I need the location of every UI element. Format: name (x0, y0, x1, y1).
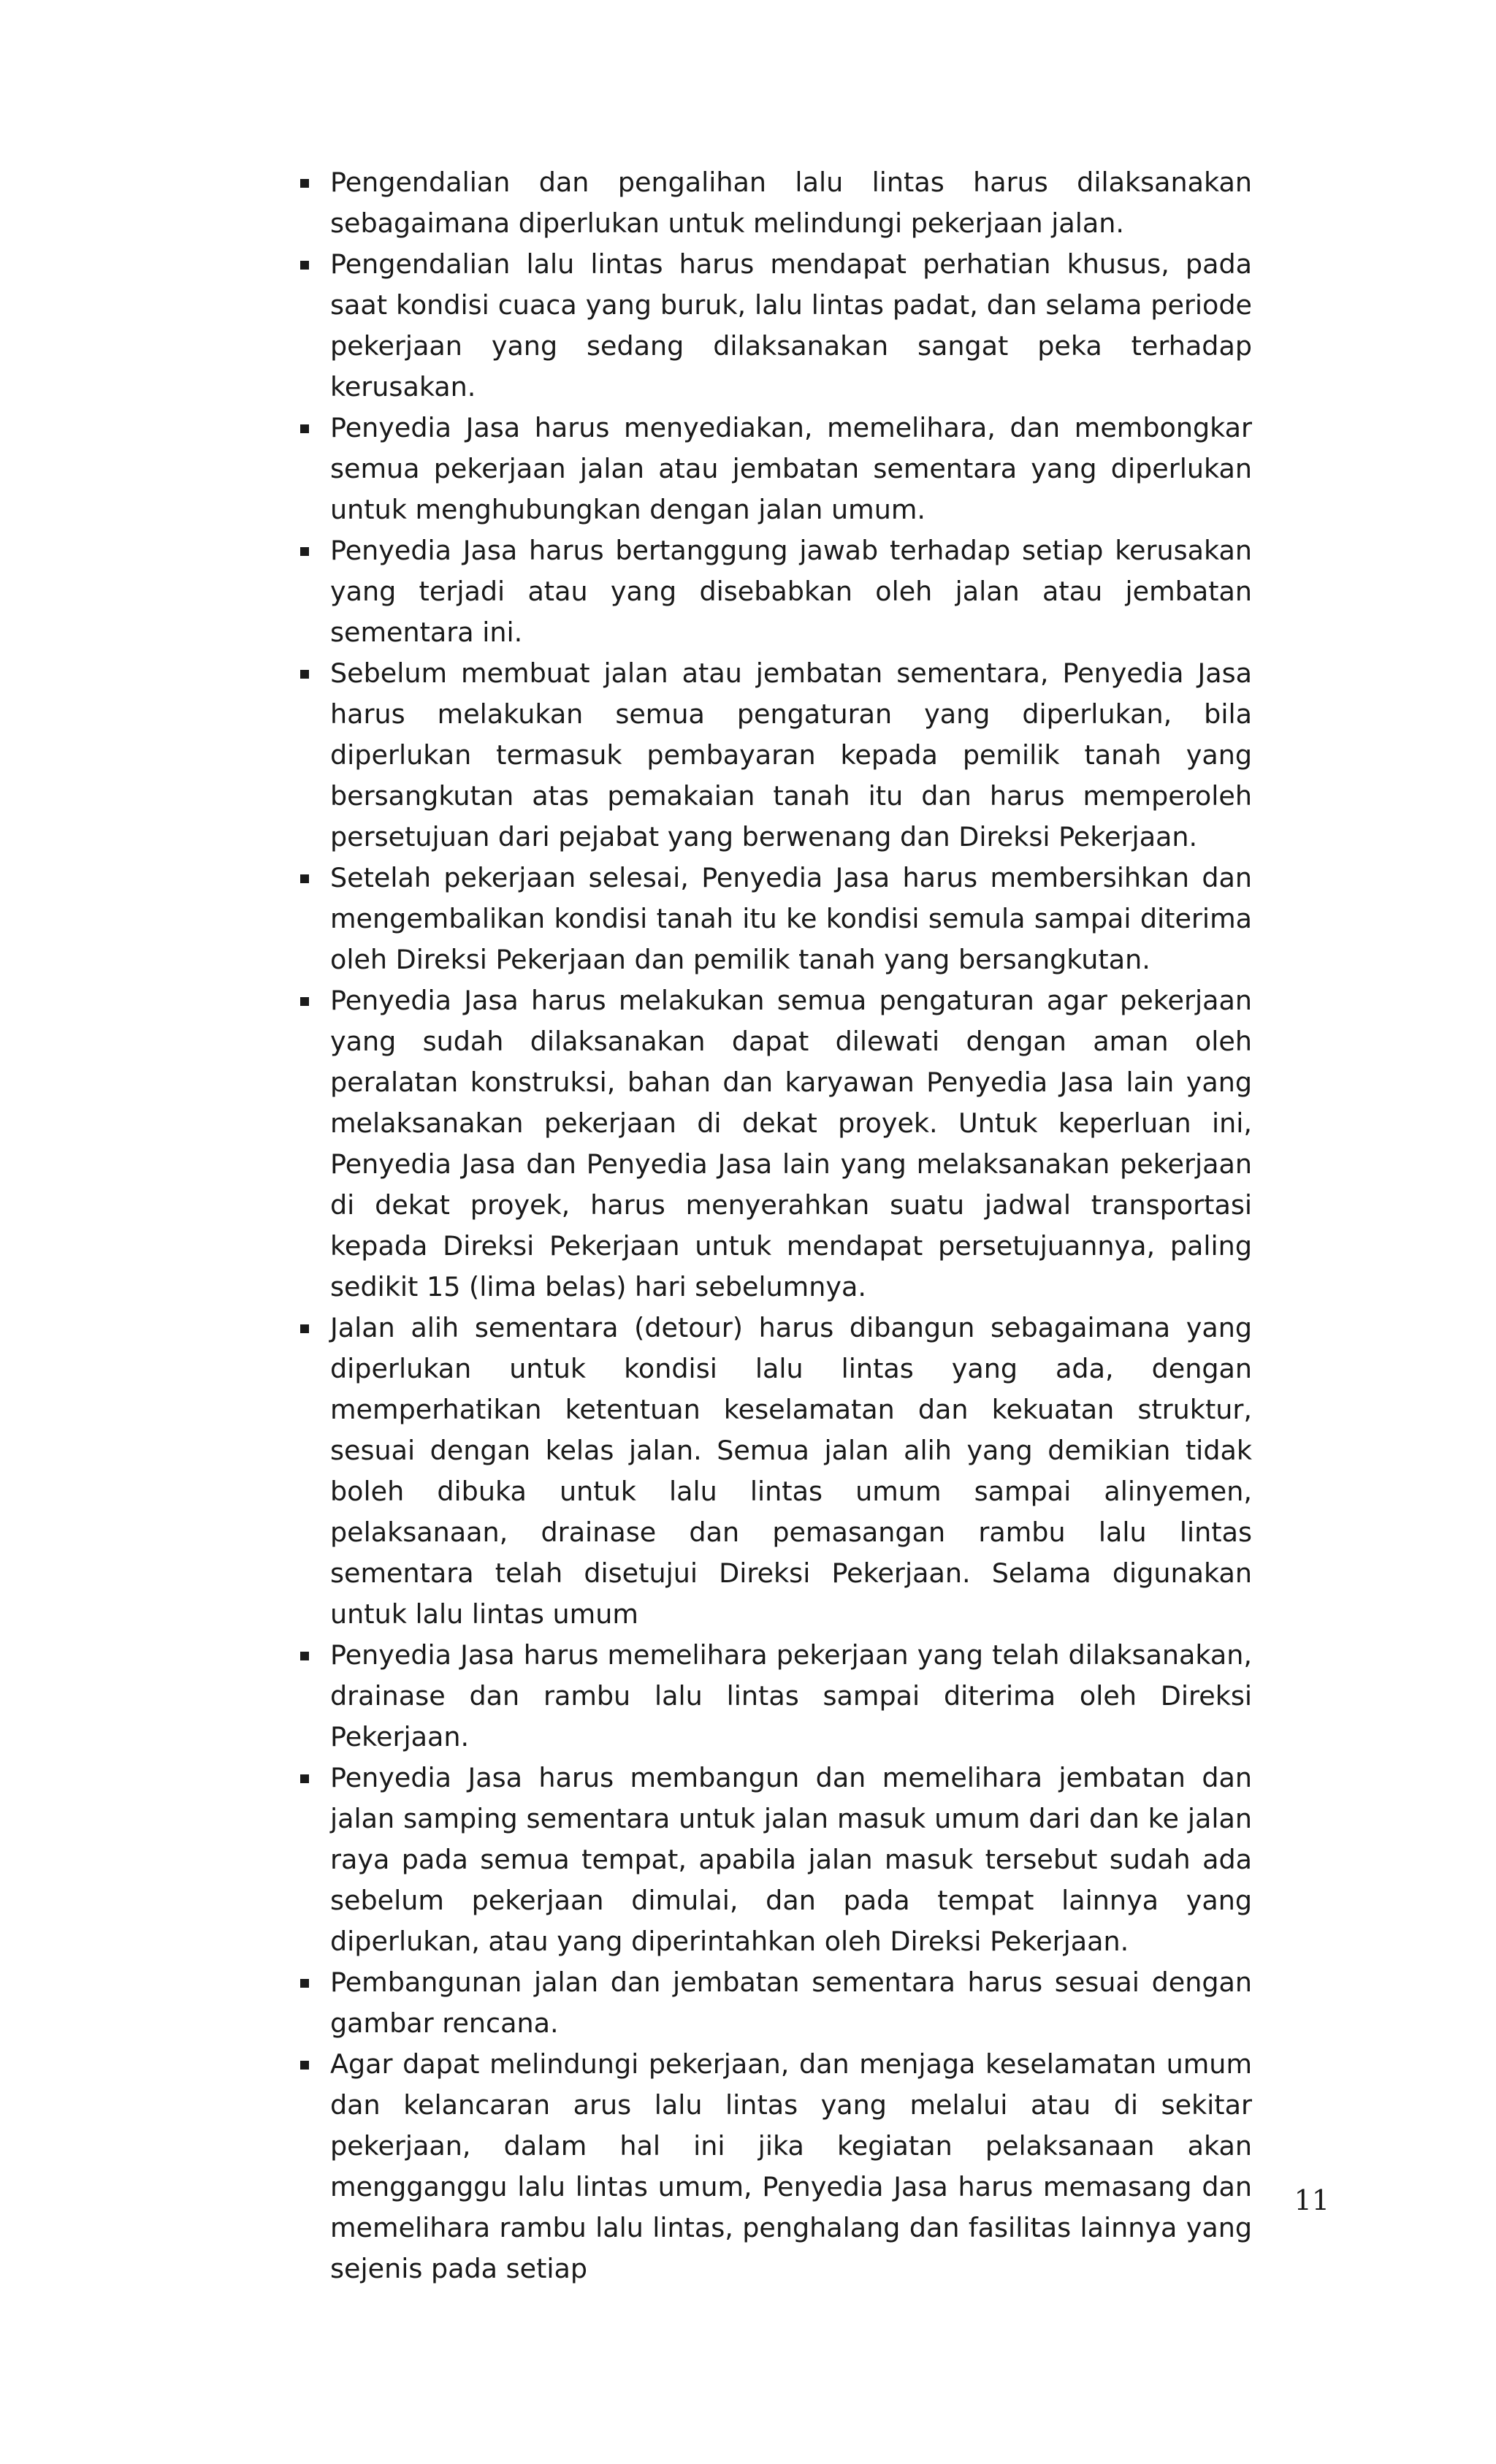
list-item-text: Penyedia Jasa harus melakukan semua pengaturan agar pekerjaan yang sudah dilaksanakan dapat dilewati dengan aman oleh peralatan konstruksi, bahan dan karyawan Penyedia Jasa lain yang melaksanakan pekerjaan di dekat proyek. Untuk keperluan ini, Penyedia Jasa dan Penyedia Jasa lain yang melaksanakan pekerjaan di dekat proyek, harus menyerahkan suatu jadwal transportasi kepada Direksi Pekerjaan untuk mendapat persetujuannya, paling sedikit 15 (lima belas) hari sebelumnya. (330, 985, 1252, 1302)
square-bullet-icon (300, 2061, 309, 2070)
list-item-text: Sebelum membuat jalan atau jembatan sementara, Penyedia Jasa harus melakukan semua pengaturan yang diperlukan, bila diperlukan termasuk pembayaran kepada pemilik tanah yang bersangkutan atas pemakaian tanah itu dan harus memperoleh persetujuan dari pejabat yang berwenang dan Direksi Pekerjaan. (330, 657, 1252, 853)
list-item-text: Penyedia Jasa harus menyediakan, memelihara, dan membongkar semua pekerjaan jalan atau jembatan sementara yang diperlukan untuk menghubungkan dengan jalan umum. (330, 412, 1252, 525)
list-item (292, 244, 1252, 408)
list-item-text: Penyedia Jasa harus memelihara pekerjaan yang telah dilaksanakan, drainase dan rambu lalu lintas sampai diterima oleh Direksi Pekerjaan. (330, 1639, 1252, 1752)
list-item (292, 530, 1252, 653)
list-item-text: Penyedia Jasa harus membangun dan memelihara jembatan dan jalan samping sementara untuk jalan masuk umum dari dan ke jalan raya pada semua tempat, apabila jalan masuk tersebut sudah ada sebelum pekerjaan dimulai, dan pada tempat lainnya yang diperlukan, atau yang diperintahkan oleh Direksi Pekerjaan. (330, 1762, 1252, 1957)
list-item (292, 980, 1252, 1308)
page-number: 11 (1294, 2184, 1329, 2216)
list-item (292, 858, 1252, 980)
square-bullet-icon (300, 424, 309, 433)
square-bullet-icon (300, 1774, 309, 1783)
list-item-text: Pengendalian lalu lintas harus mendapat perhatian khusus, pada saat kondisi cuaca yang buruk, lalu lintas padat, dan selama periode pekerjaan yang sedang dilaksanakan sangat peka terhadap kerusakan. (330, 248, 1252, 403)
square-bullet-icon (300, 261, 309, 270)
list-item-text: Jalan alih sementara (detour) harus dibangun sebagaimana yang diperlukan untuk kondisi lalu lintas yang ada, dengan memperhatikan ketentuan keselamatan dan kekuatan struktur, sesuai dengan kelas jalan. Semua jalan alih yang demikian tidak boleh dibuka untuk lalu lintas umum sampai alinyemen, pelaksanaan, drainase dan pemasangan rambu lalu lintas sementara telah disetujui Direksi Pekerjaan. Selama digunakan untuk lalu lintas umum (330, 1312, 1252, 1630)
list-item-text: Agar dapat melindungi pekerjaan, dan menjaga keselamatan umum dan kelancaran arus lalu lintas yang melalui atau di sekitar pekerjaan, dalam hal ini jika kegiatan pelaksanaan akan mengganggu lalu lintas umum, Penyedia Jasa harus memasang dan memelihara rambu lalu lintas, penghalang dan fasilitas lainnya yang sejenis pada setiap (330, 2048, 1252, 2284)
square-bullet-icon (300, 670, 309, 679)
list-item-text: Pengendalian dan pengalihan lalu lintas harus dilaksanakan sebagaimana diperlukan untuk melindungi pekerjaan jalan. (330, 167, 1252, 239)
list-item (292, 1308, 1252, 1635)
list-item-text: Pembangunan jalan dan jembatan sementara harus sesuai dengan gambar rencana. (330, 1967, 1252, 2039)
square-bullet-icon (300, 997, 309, 1006)
list-item (292, 162, 1252, 244)
list-item (292, 1962, 1252, 2044)
square-bullet-icon (300, 547, 309, 556)
square-bullet-icon (300, 1979, 309, 1988)
list-item (292, 1758, 1252, 1962)
square-bullet-icon (300, 874, 309, 883)
bullet-list (292, 162, 1252, 2289)
square-bullet-icon (300, 179, 309, 188)
list-item (292, 653, 1252, 858)
list-item (292, 1635, 1252, 1758)
list-item-text: Setelah pekerjaan selesai, Penyedia Jasa harus membersihkan dan mengembalikan kondisi tanah itu ke kondisi semula sampai diterima oleh Direksi Pekerjaan dan pemilik tanah yang bersangkutan. (330, 862, 1252, 975)
square-bullet-icon (300, 1324, 309, 1333)
list-item (292, 408, 1252, 530)
list-item (292, 2044, 1252, 2289)
square-bullet-icon (300, 1652, 309, 1660)
list-item-text: Penyedia Jasa harus bertanggung jawab terhadap setiap kerusakan yang terjadi atau yang disebabkan oleh jalan atau jembatan sementara ini. (330, 535, 1252, 648)
